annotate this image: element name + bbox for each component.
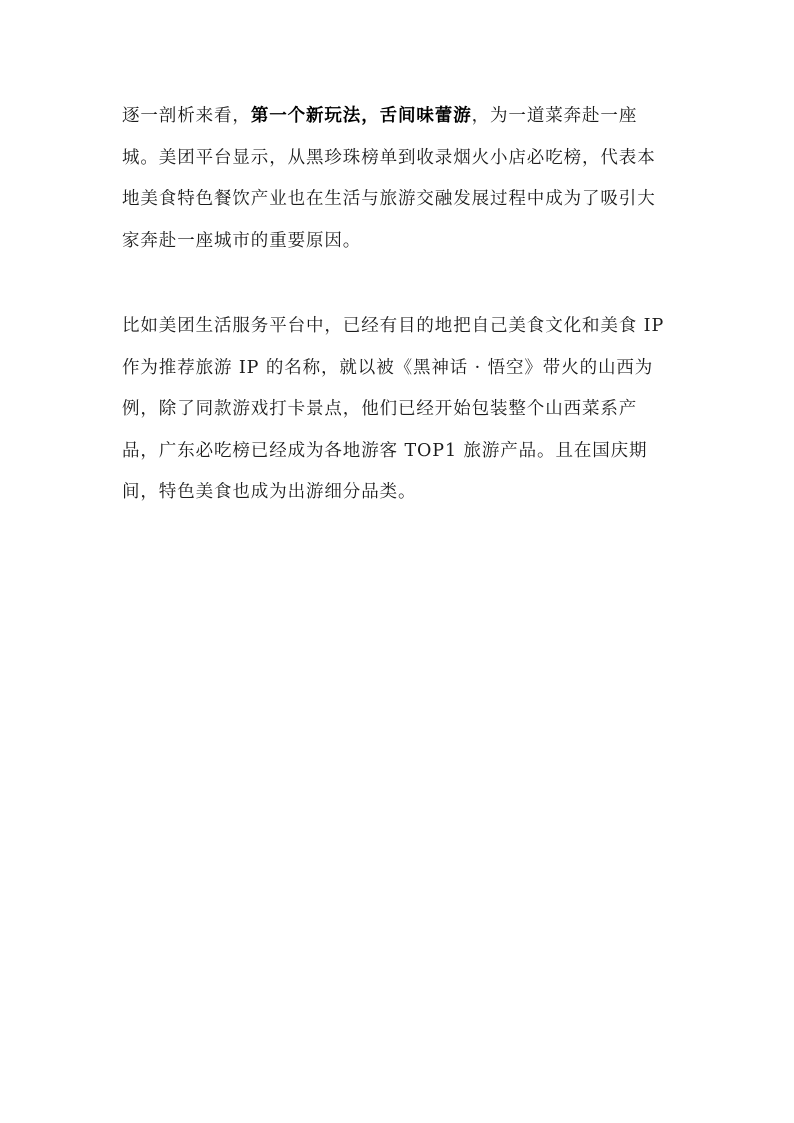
line-prefix: 逐一剖析来看，	[122, 106, 251, 126]
paragraph-2-line-3: 例，除了同款游戏打卡景点，他们已经开始包装整个山西菜系产	[122, 399, 638, 419]
paragraph-2-line-4: 品，广东必吃榜已经成为各地游客 TOP1 旅游产品。且在国庆期	[122, 440, 648, 461]
paragraph-2	[122, 306, 682, 514]
paragraph-1-line-3: 地美食特色餐饮产业也在生活与旅游交融发展过程中成为了吸引大	[122, 189, 656, 209]
paragraph-1-line-4: 家奔赴一座城市的重要原因。	[122, 230, 362, 251]
bold-phrase: 第一个新玩法，舌间味蕾游	[250, 106, 472, 126]
line-suffix: ，为一道菜奔赴一座	[471, 106, 638, 126]
paragraph-2-line-2: 作为推荐旅游 IP 的名称，就以被《黑神话 · 悟空》带火的山西为	[122, 357, 654, 378]
paragraph-2-line-1: 比如美团生活服务平台中，已经有目的地把自己美食文化和美食 IP	[122, 316, 665, 336]
paragraph-1-line-1	[122, 96, 682, 138]
paragraph-1	[122, 96, 682, 262]
paragraph-2-line-5: 间，特色美食也成为出游细分品类。	[122, 482, 417, 502]
paragraph-1-line-2: 城。美团平台显示，从黑珍珠榜单到收录烟火小店必吃榜，代表本	[122, 147, 656, 168]
